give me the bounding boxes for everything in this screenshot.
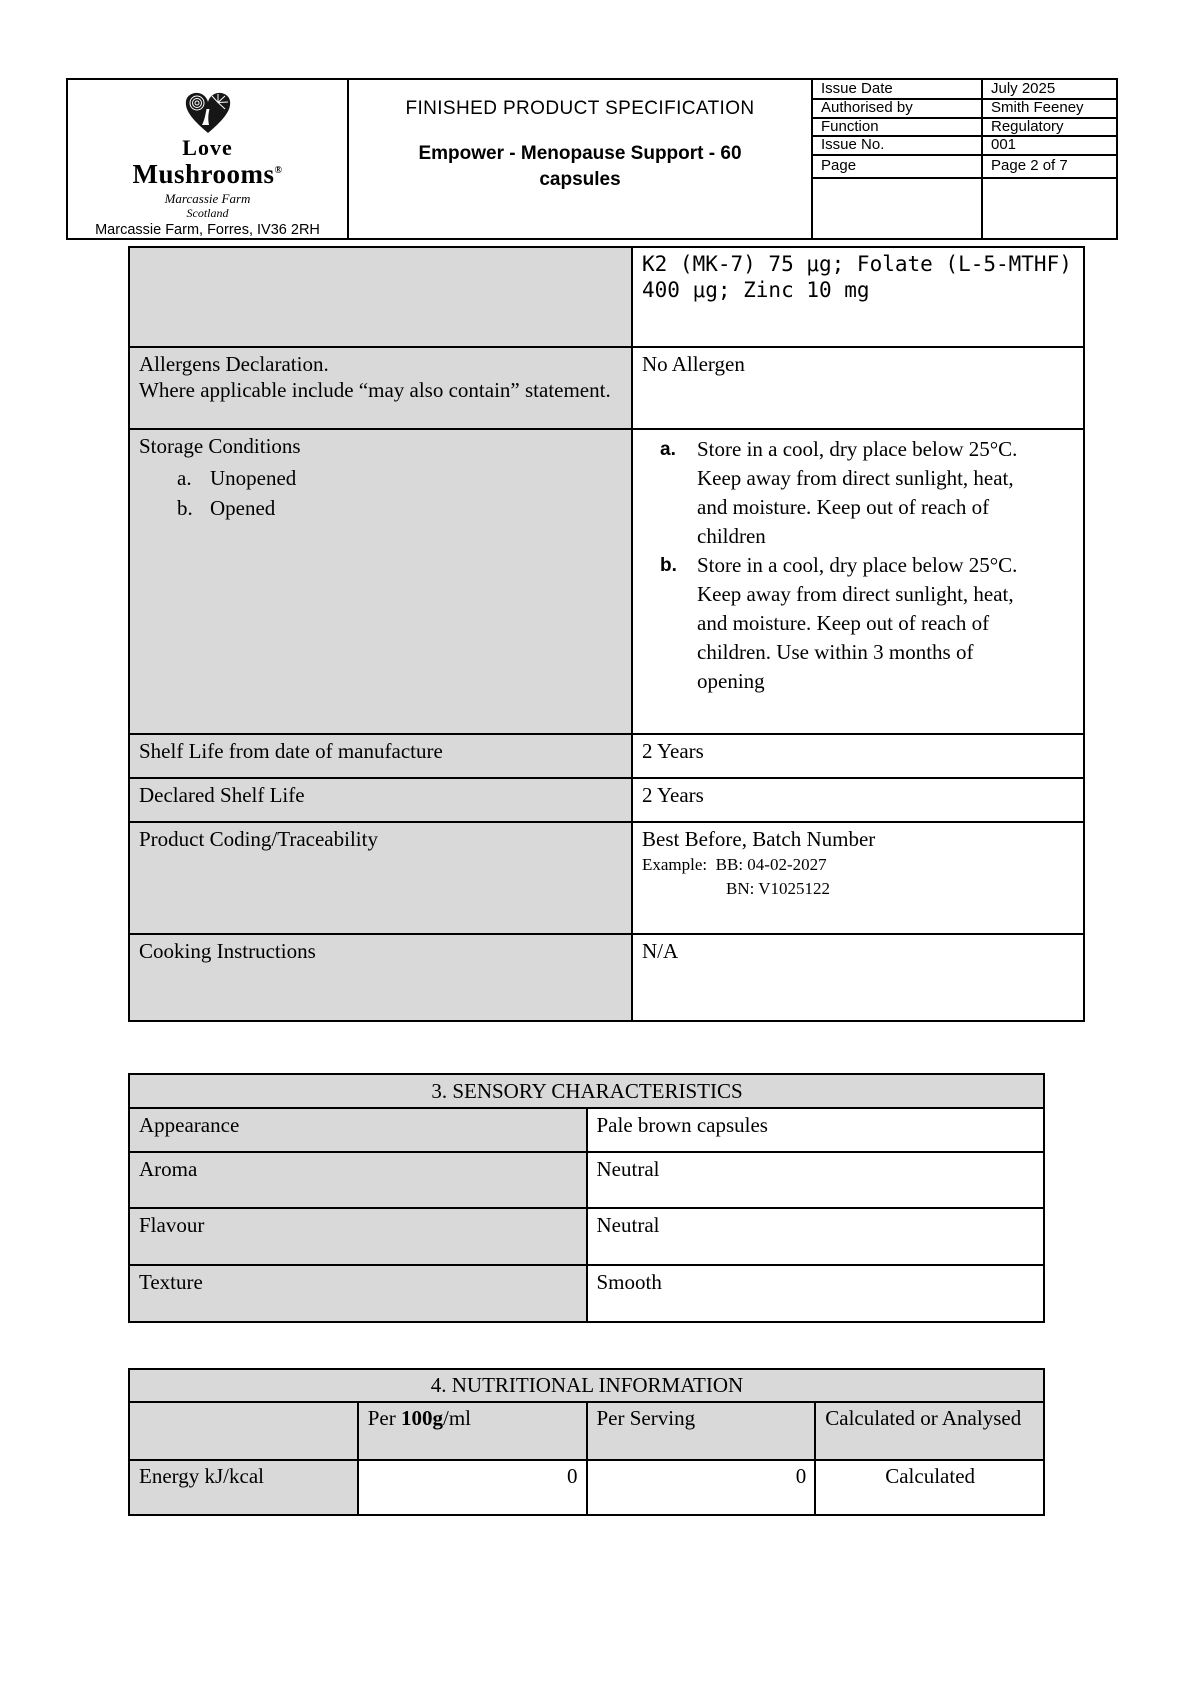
sensory-section-title: 3. SENSORY CHARACTERISTICS <box>129 1074 1044 1108</box>
company-logo-cell <box>67 79 348 239</box>
company-address: Marcassie Farm, Forres, IV36 2RH <box>95 222 320 238</box>
spec-row-cooking-instructions <box>129 934 1084 1021</box>
cooking-instructions-value: N/A <box>632 934 1084 1021</box>
energy-label: Energy kJ/kcal <box>129 1460 358 1515</box>
sensory-row-appearance <box>129 1108 1044 1152</box>
storage-label-item <box>139 463 623 493</box>
allergens-label-line2: Where applicable include “may also contain” statement. <box>139 378 611 402</box>
header-table <box>66 78 1118 240</box>
shelf-life-label: Shelf Life from date of manufacture <box>129 734 632 778</box>
continuation-value: K2 (MK-7) 75 μg; Folate (L-5-MTHF) 400 μg; Zinc 10 mg <box>632 247 1084 347</box>
list-marker: a. <box>177 466 192 490</box>
company-tagline-line1: Marcassie Farm <box>164 191 251 206</box>
meta-label: Function <box>813 118 982 137</box>
nutrition-colheader-per100 <box>358 1402 587 1460</box>
company-logo <box>68 80 347 238</box>
meta-row <box>813 155 1116 178</box>
meta-value: Regulatory <box>982 118 1116 137</box>
storage-label-item-text: Opened <box>210 496 276 520</box>
company-name-text: Mushrooms <box>132 159 275 189</box>
company-name-line2 <box>132 161 282 188</box>
meta-label: Issue Date <box>813 80 982 99</box>
meta-row <box>813 118 1116 137</box>
meta-label: Page <box>813 155 982 178</box>
document-title-cell <box>348 79 812 239</box>
meta-row-empty <box>813 178 1116 238</box>
nutrition-row-energy <box>129 1460 1044 1515</box>
spec-row-shelf-life <box>129 734 1084 778</box>
spec-row-allergens <box>129 347 1084 429</box>
per100-bold: 100g <box>401 1406 443 1430</box>
nutrition-colheader-empty <box>129 1402 358 1460</box>
meta-row <box>813 80 1116 99</box>
flavour-label: Flavour <box>129 1208 587 1265</box>
storage-label-item <box>139 493 623 523</box>
product-coding-value: Best Before, Batch Number <box>642 827 876 851</box>
per100-prefix: Per <box>367 1406 401 1430</box>
company-name-line1: Love <box>182 135 233 160</box>
spec-row-product-coding <box>129 822 1084 934</box>
document-meta-cell <box>812 79 1117 239</box>
storage-label-item-text: Unopened <box>210 466 297 490</box>
storage-label-cell <box>129 429 632 734</box>
storage-value-item <box>642 551 1075 696</box>
meta-label: Authorised by <box>813 99 982 118</box>
document-meta-table <box>813 80 1116 238</box>
energy-method-value: Calculated <box>815 1460 1044 1515</box>
product-name: Empower - Menopause Support - 60 capsules <box>418 143 742 190</box>
nutrition-colheader-serving: Per Serving <box>587 1402 816 1460</box>
document-title: FINISHED PRODUCT SPECIFICATION <box>405 98 755 119</box>
sensory-table <box>128 1073 1045 1323</box>
list-marker: b. <box>660 555 677 576</box>
sensory-row-aroma <box>129 1152 1044 1208</box>
spec-table <box>128 246 1085 1022</box>
energy-per-serving-value: 0 <box>587 1460 816 1515</box>
meta-value: 001 <box>982 136 1116 155</box>
storage-value-item-text: Store in a cool, dry place below 25°C. Keep away from direct sunlight, heat, and moisture. Keep out of reach of children. Use within 3 months of opening <box>697 553 1018 693</box>
allergens-label-line1: Allergens Declaration. <box>139 352 329 376</box>
spec-row-storage <box>129 429 1084 734</box>
sensory-header-row <box>129 1074 1044 1108</box>
meta-value: Smith Feeney <box>982 99 1116 118</box>
storage-value-cell <box>632 429 1084 734</box>
list-marker: a. <box>660 439 676 460</box>
per100-suffix: /ml <box>443 1406 472 1430</box>
declared-shelf-life-label: Declared Shelf Life <box>129 778 632 822</box>
list-marker: b. <box>177 496 193 520</box>
declared-shelf-life-value: 2 Years <box>632 778 1084 822</box>
continuation-label-empty <box>129 247 632 347</box>
aroma-label: Aroma <box>129 1152 587 1208</box>
company-tagline-line2: Scotland <box>186 206 229 220</box>
meta-label-empty <box>813 178 982 238</box>
storage-value-list <box>642 433 1075 696</box>
nutrition-colheader-method: Calculated or Analysed <box>815 1402 1044 1460</box>
allergens-label <box>129 347 632 429</box>
storage-label-list <box>139 463 623 523</box>
meta-value: July 2025 <box>982 80 1116 99</box>
storage-label: Storage Conditions <box>139 434 301 458</box>
meta-value: Page 2 of 7 <box>982 155 1116 178</box>
storage-value-item-text: Store in a cool, dry place below 25°C. Keep away from direct sunlight, heat, and moisture. Keep out of reach of children <box>697 437 1018 548</box>
spec-row-declared-shelf-life <box>129 778 1084 822</box>
meta-label: Issue No. <box>813 136 982 155</box>
texture-label: Texture <box>129 1265 587 1322</box>
nutrition-header-row <box>129 1369 1044 1402</box>
love-mushrooms-heart-icon <box>183 90 233 134</box>
spec-row-ingredients-continuation <box>129 247 1084 347</box>
product-coding-value-cell <box>632 822 1084 934</box>
product-coding-example-line2: BN: V1025122 <box>726 879 831 898</box>
texture-value: Smooth <box>587 1265 1045 1322</box>
nutrition-column-header-row <box>129 1402 1044 1460</box>
storage-value-item <box>642 435 1075 551</box>
allergens-value: No Allergen <box>632 347 1084 429</box>
cooking-instructions-label: Cooking Instructions <box>129 934 632 1021</box>
meta-value-empty <box>982 178 1116 238</box>
sensory-row-texture <box>129 1265 1044 1322</box>
registered-trademark: ® <box>274 165 283 176</box>
flavour-value: Neutral <box>587 1208 1045 1265</box>
meta-row <box>813 136 1116 155</box>
product-coding-label: Product Coding/Traceability <box>129 822 632 934</box>
meta-row <box>813 99 1116 118</box>
energy-per100-value: 0 <box>358 1460 587 1515</box>
appearance-label: Appearance <box>129 1108 587 1152</box>
aroma-value: Neutral <box>587 1152 1045 1208</box>
appearance-value: Pale brown capsules <box>587 1108 1045 1152</box>
shelf-life-value: 2 Years <box>632 734 1084 778</box>
sensory-row-flavour <box>129 1208 1044 1265</box>
nutrition-table <box>128 1368 1045 1516</box>
nutrition-section-title: 4. NUTRITIONAL INFORMATION <box>129 1369 1044 1402</box>
product-coding-example-line1: Example: BB: 04-02-2027 <box>642 855 827 874</box>
